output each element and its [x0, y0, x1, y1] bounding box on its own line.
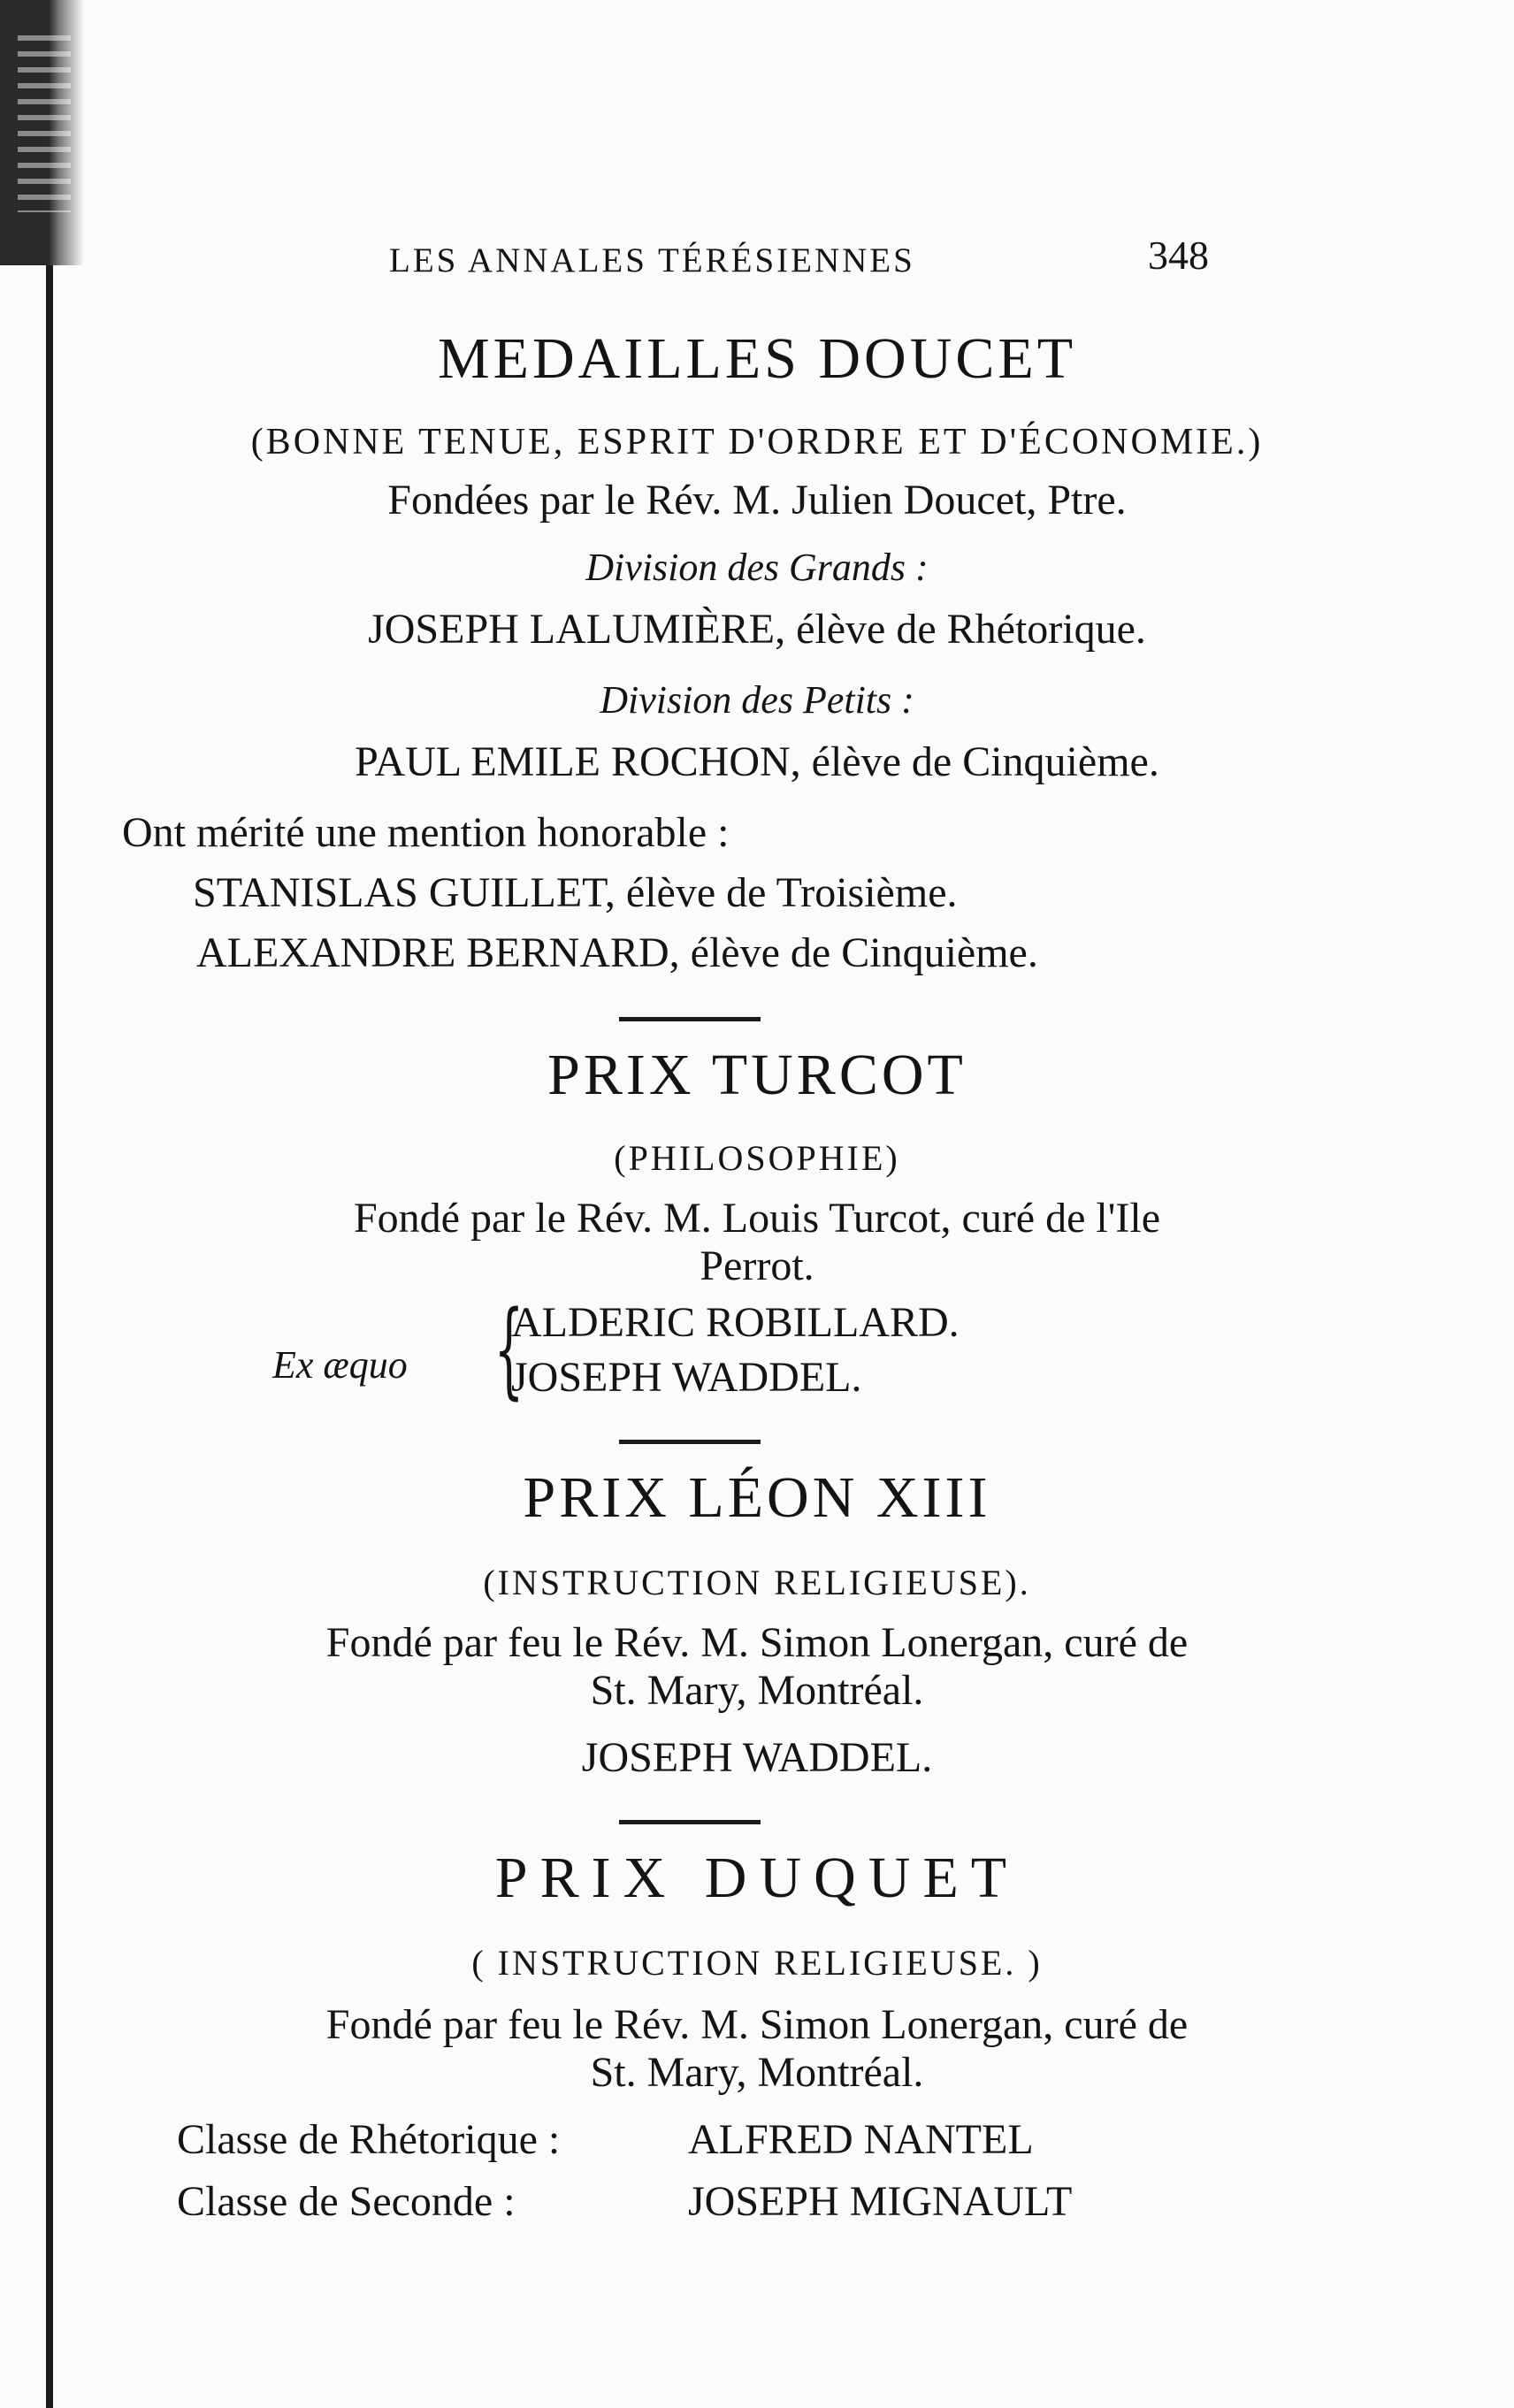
section-subtitle: (PHILOSOPHIE)	[614, 1138, 900, 1178]
mention-item: STANISLAS GUILLET, élève de Troisième.	[193, 869, 958, 916]
division-label: Division des Grands :	[585, 546, 929, 589]
class-winner: JOSEPH MIGNAULT	[688, 2178, 1073, 2225]
scan-edge-shadow	[0, 0, 84, 265]
section-divider	[619, 1820, 761, 1824]
winner-line: JOSEPH WADDEL.	[581, 1734, 933, 1781]
class-label: Classe de Seconde :	[177, 2178, 516, 2225]
founder-line: Fondées par le Rév. M. Julien Doucet, Ptre.	[387, 477, 1127, 524]
section-title-prix-leon: PRIX LÉON XIII	[523, 1465, 991, 1530]
founder-line: Fondé par le Rév. M. Louis Turcot, curé de l'Ile	[353, 1195, 1161, 1242]
section-title-prix-duquet: PRIX DUQUET	[494, 1846, 1020, 1910]
section-divider	[619, 1017, 761, 1021]
winner-line: ALDERIC ROBILLARD.	[511, 1299, 960, 1346]
section-subtitle: ( INSTRUCTION RELIGIEUSE. )	[471, 1943, 1043, 1983]
ex-aequo-label: Ex æquo	[272, 1343, 408, 1387]
section-title-medailles-doucet: MEDAILLES DOUCET	[437, 326, 1077, 391]
mention-item: ALEXANDRE BERNARD, élève de Cinquième.	[196, 929, 1038, 976]
section-title-prix-turcot: PRIX TURCOT	[547, 1043, 967, 1107]
founder-line: St. Mary, Montréal.	[590, 1667, 924, 1714]
founder-line: Perrot.	[700, 1242, 814, 1289]
founder-line: Fondé par feu le Rév. M. Simon Lonergan, curé de	[325, 2001, 1189, 2048]
running-header: LES ANNALES TÉRÉSIENNES	[389, 241, 915, 279]
division-label: Division des Petits :	[600, 678, 914, 722]
section-subtitle: (INSTRUCTION RELIGIEUSE).	[483, 1563, 1031, 1602]
winner-line: JOSEPH LALUMIÈRE, élève de Rhétorique.	[368, 606, 1146, 653]
section-divider	[619, 1440, 761, 1444]
mention-label: Ont mérité une mention honorable :	[122, 809, 730, 856]
founder-line: St. Mary, Montréal.	[590, 2049, 924, 2096]
winner-line: JOSEPH WADDEL.	[511, 1354, 862, 1401]
founder-line: Fondé par feu le Rév. M. Simon Lonergan, curé de	[325, 1619, 1189, 1666]
class-label: Classe de Rhétorique :	[177, 2116, 561, 2163]
winner-line: PAUL EMILE ROCHON, élève de Cinquième.	[355, 738, 1159, 785]
page-number: 348	[1148, 233, 1209, 278]
section-subtitle: (BONNE TENUE, ESPRIT D'ORDRE ET D'ÉCONOMIE.)	[250, 422, 1264, 462]
class-winner: ALFRED NANTEL	[688, 2116, 1034, 2163]
brace-glyph: {	[493, 1288, 524, 1410]
